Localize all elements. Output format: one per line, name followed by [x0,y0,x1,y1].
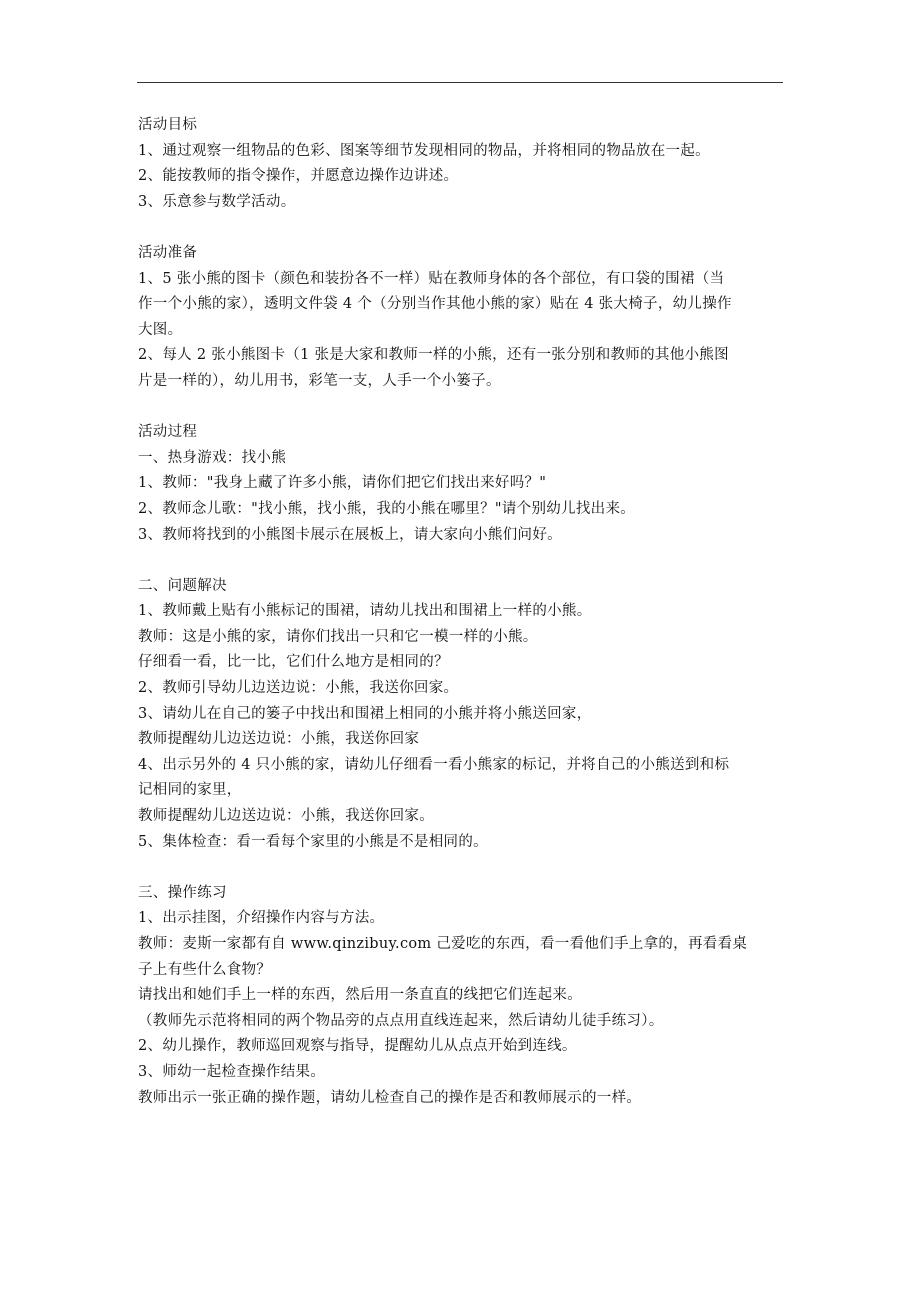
process-line: 1、教师戴上贴有小熊标记的围裙，请幼儿找出和围裙上一样的小熊。 [138,603,592,620]
process-line: 2、教师引导幼儿边送边说：小熊，我送你回家。 [138,680,459,697]
process-line: 仔细看一看，比一比，它们什么地方是相同的？ [138,654,449,671]
process-line: 3、请幼儿在自己的篓子中找出和围裙上相同的小熊并将小熊送回家， [138,705,592,722]
part-title-warmup: 一、热身游戏：找小熊 [138,449,286,466]
goal-line: 2、能按教师的指令操作，并愿意边操作边讲述。 [138,168,459,185]
section-heading-process: 活动过程 [138,424,198,441]
process-line: 教师出示一张正确的操作题，请幼儿检查自己的操作是否和教师展示的一样。 [138,1089,642,1106]
process-line: 1、出示挂图，介绍操作内容与方法。 [138,910,385,927]
process-line: 教师：麦斯一家都有自 www.qinzibuy.com 己爱吃的东西，看一看他们手上拿的，再看看桌 [138,936,748,952]
spacer [138,395,784,421]
section-heading-goals: 活动目标 [138,117,198,133]
spacer [138,855,784,881]
process-line: 1、教师："我身上藏了许多小熊，请你们把它们找出来好吗？" [138,475,547,492]
process-line: 子上有些什么食物？ [138,961,272,978]
process-line: 3、教师将找到的小熊图卡展示在展板上，请大家向小熊们问好。 [138,526,562,543]
process-line: 请找出和她们手上一样的东西，然后用一条直直的线把它们连起来。 [138,987,582,1004]
part-title-practice: 三、操作练习 [138,884,227,901]
process-line: 2、幼儿操作，教师巡回观察与指导，提醒幼儿从点点开始到连线。 [138,1038,577,1055]
goal-line: 1、通过观察一组物品的色彩、图案等细节发现相同的物品，并将相同的物品放在一起。 [138,142,710,159]
prep-line: 2、每人 2 张小熊图卡（1 张是大家和教师一样的小熊，还有一张分别和教师的其他小熊图 [138,347,729,364]
process-line: 教师提醒幼儿边送边说：小熊，我送你回家 [138,731,420,748]
process-line: 5、集体检查：看一看每个家里的小熊是不是相同的。 [138,833,488,850]
process-line: 教师提醒幼儿边送边说：小熊，我送你回家。 [138,808,434,825]
prep-line: 1、5 张小熊的图卡（颜色和装扮各不一样）贴在教师身体的各个部位，有口袋的围裙（当 [138,270,725,287]
document-body [138,113,784,1111]
spacer [138,548,784,574]
prep-line: 片是一样的），幼儿用书，彩笔一支，人手一个小篓子。 [138,372,501,389]
process-line: 教师：这是小熊的家，请你们找出一只和它一模一样的小熊。 [138,628,538,645]
header-rule [137,82,783,83]
process-line: 4、出示另外的 4 只小熊的家，请幼儿仔细看一看小熊家的标记，并将自己的小熊送到和标 [138,756,730,773]
prep-line: 大图。 [138,321,183,338]
process-line: 2、教师念儿歌："找小熊，找小熊，我的小熊在哪里？"请个别幼儿找出来。 [138,500,636,517]
process-line: 3、师幼一起检查操作结果。 [138,1063,326,1080]
prep-line: 作一个小熊的家），透明文件袋 4 个（分别当作其他小熊的家）贴在 4 张大椅子，幼儿操作 [138,296,732,313]
process-line: 记相同的家里， [138,782,242,799]
section-heading-prep: 活动准备 [138,244,198,261]
part-title-problem-solving: 二、问题解决 [138,577,227,594]
process-line: （教师先示范将相同的两个物品旁的点点用直线连起来，然后请幼儿徒手练习）。 [138,1012,664,1029]
spacer [138,215,784,241]
goal-line: 3、乐意参与数学活动。 [138,193,296,210]
